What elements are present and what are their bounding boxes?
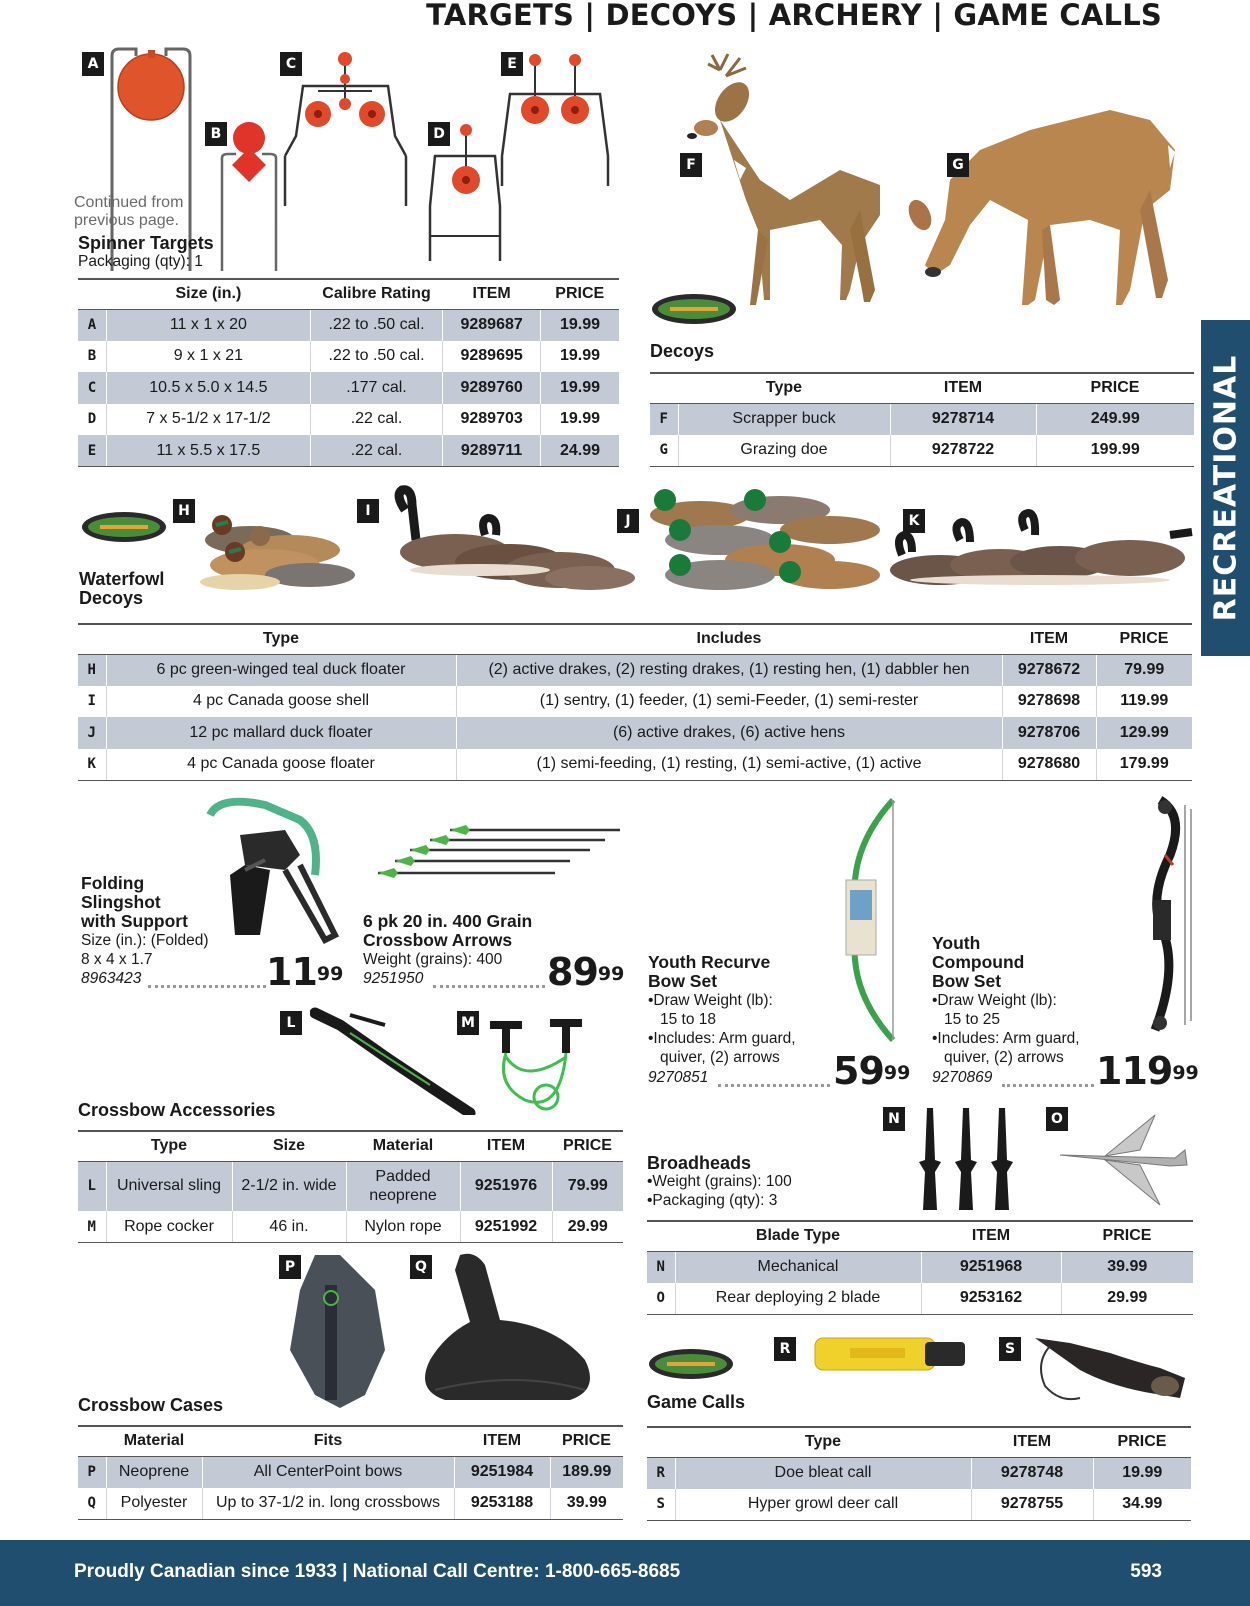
grazing-doe-image: [904, 110, 1175, 305]
arrows-title-line1: 6 pk 20 in. 400 Grain: [363, 911, 533, 931]
col-header-item: ITEM: [443, 279, 541, 309]
slingshot-title-line3: with Support: [81, 911, 188, 931]
compound-sku: 9270869: [932, 1069, 993, 1086]
slingshot-title-line2: Slingshot: [81, 892, 161, 912]
flambeau-logo-game-calls: [647, 1347, 735, 1381]
rope-cocker-image: [490, 1023, 582, 1109]
compound-includes-line2: quiver, (2) arrows: [944, 1049, 1064, 1066]
col-header-price: PRICE: [552, 1131, 623, 1161]
decoys-table: [650, 372, 1194, 467]
broadheads-table: [647, 1220, 1193, 1315]
table-row: A 11 x 1 x 20 .22 to .50 cal. 9289687 19.99: [78, 309, 619, 341]
image-label-c: C: [280, 52, 302, 76]
crossbow-accessories-table: [78, 1130, 623, 1243]
compound-title-line1: Youth: [932, 933, 981, 953]
compound-includes-line1: •Includes: Arm guard,: [932, 1030, 1080, 1047]
slingshot-sku: 8963423: [81, 970, 142, 987]
canada-goose-floater-decoys-image: [890, 513, 1192, 585]
col-header-price: PRICE: [550, 1426, 623, 1456]
table-row: G Grazing doe 9278722 199.99: [650, 435, 1194, 467]
continued-note-line1: Continued from: [74, 194, 184, 211]
broadheads-title: Broadheads: [647, 1153, 752, 1173]
table-row: Q Polyester Up to 37-1/2 in. long crossbows 9253188 39.99: [78, 1488, 623, 1520]
table-row: E 11 x 5.5 x 17.5 .22 cal. 9289711 24.99: [78, 435, 619, 467]
table-row: D 7 x 5-1/2 x 17-1/2 .22 cal. 9289703 19.99: [78, 404, 619, 436]
compound-price: $119^{99}$: [1096, 1049, 1199, 1093]
page-header-title: TARGETS | DECOYS | ARCHERY | GAME CALLS: [426, 0, 1162, 32]
table-row: C 10.5 x 5.0 x 14.5 .177 cal. 9289760 19.99: [78, 372, 619, 404]
image-label-r: R: [774, 1337, 796, 1361]
image-label-g: G: [947, 153, 969, 177]
canada-goose-shell-decoys-image: [399, 490, 635, 590]
deer-decoys-image: [650, 50, 1190, 330]
neoprene-case-image: [290, 1255, 385, 1408]
waterfowl-decoys-image: [180, 480, 1200, 605]
table-row: O Rear deploying 2 blade 9253162 29.99: [647, 1283, 1193, 1315]
crossbow-cases-image: [285, 1250, 605, 1410]
col-header-item: ITEM: [460, 1131, 552, 1161]
table-row: K 4 pc Canada goose floater (1) semi-feeding, (1) resting, (1) semi-active, (1) active 9278680 179.99: [78, 749, 1192, 781]
crossbow-arrows-image: [370, 825, 625, 885]
image-label-p: P: [279, 1255, 301, 1279]
waterfowl-title-line2: Decoys: [79, 588, 144, 608]
compound-title-line2: Compound: [932, 952, 1025, 972]
col-header-calibre: Calibre Rating: [310, 279, 442, 309]
image-label-m: M: [457, 1011, 479, 1035]
col-header-type: Type: [675, 1427, 971, 1457]
waterfowl-title-line1: Waterfowl: [79, 569, 165, 589]
image-label-l: L: [280, 1011, 302, 1035]
col-header-type: Type: [678, 373, 890, 403]
hyper-growl-deer-call-image: [1035, 1338, 1185, 1399]
arrows-price: $89^{99}$: [547, 950, 625, 994]
continued-note-line2: previous page.: [74, 212, 179, 229]
image-label-n: N: [883, 1107, 905, 1131]
compound-draw-weight-label: •Draw Weight (lb):: [932, 992, 1057, 1009]
col-header-material: Material: [346, 1131, 460, 1161]
col-header-item: ITEM: [1002, 624, 1096, 654]
table-row: M Rope cocker 46 in. Nylon rope 9251992 29.99: [78, 1211, 623, 1243]
recurve-price: $59^{99}$: [833, 1049, 911, 1093]
arrows-sku: 9251950: [363, 970, 424, 987]
game-calls-table: [647, 1426, 1191, 1521]
game-calls-title: Game Calls: [647, 1392, 746, 1412]
image-label-d: D: [428, 122, 450, 146]
page-footer: [0, 1540, 1250, 1606]
image-label-q: Q: [410, 1255, 432, 1279]
col-header-includes: Includes: [456, 624, 1002, 654]
flambeau-logo-decoys: [650, 292, 738, 326]
youth-compound-bow-image: [1125, 795, 1200, 1035]
slingshot-size-label: Size (in.): (Folded): [81, 932, 209, 949]
col-header-type: Type: [106, 1131, 232, 1161]
table-row: R Doe bleat call 9278748 19.99: [647, 1457, 1191, 1489]
crossbow-cases-table: [78, 1425, 623, 1520]
slingshot-image: [205, 790, 345, 950]
compound-title-line3: Bow Set: [932, 971, 1002, 991]
universal-sling-image: [315, 1013, 470, 1113]
crossbow-cases-title: Crossbow Cases: [78, 1395, 224, 1415]
table-row: I 4 pc Canada goose shell (1) sentry, (1) feeder, (1) semi-Feeder, (1) semi-rester 9278698 119.99: [78, 686, 1192, 718]
image-label-s: S: [999, 1337, 1021, 1361]
spinner-targets-title: Spinner Targets: [78, 233, 214, 253]
image-label-o: O: [1046, 1107, 1068, 1131]
arrows-price-leader: [433, 985, 545, 988]
recurve-sku: 9270851: [648, 1069, 709, 1086]
flambeau-logo-waterfowl: [80, 510, 168, 544]
arrows-title-line2: Crossbow Arrows: [363, 930, 513, 950]
col-header-price: PRICE: [1061, 1221, 1193, 1251]
broadheads-weight: •Weight (grains): 100: [647, 1173, 792, 1190]
table-row: S Hyper growl deer call 9278755 34.99: [647, 1489, 1191, 1521]
recurve-title-line2: Bow Set: [648, 971, 718, 991]
section-tab-label: RECREATIONAL: [1208, 354, 1243, 622]
recurve-draw-weight-value: 15 to 18: [660, 1011, 717, 1028]
col-header-type: Type: [106, 624, 456, 654]
image-label-k: K: [903, 509, 925, 533]
col-header-blade-type: Blade Type: [675, 1221, 921, 1251]
image-label-a: A: [82, 52, 104, 76]
col-header-item: ITEM: [921, 1221, 1061, 1251]
waterfowl-decoys-table: [78, 623, 1192, 781]
youth-recurve-bow-image: [838, 795, 908, 1045]
section-tab-recreational: [1201, 320, 1250, 656]
col-header-price: PRICE: [1036, 373, 1194, 403]
target-c-image: [285, 52, 406, 206]
crossbow-accessories-title: Crossbow Accessories: [78, 1100, 276, 1120]
mechanical-broadheads-image: [919, 1108, 1013, 1210]
broadheads-packaging: •Packaging (qty): 3: [647, 1192, 778, 1209]
scrapper-buck-image: [687, 54, 880, 305]
recurve-title-line1: Youth Recurve: [648, 952, 771, 972]
slingshot-price: $11^{99}$: [266, 950, 344, 994]
table-row: N Mechanical 9251968 39.99: [647, 1251, 1193, 1283]
spinner-targets-table: [78, 278, 619, 467]
spinner-packaging: Packaging (qty): 1: [78, 253, 203, 270]
col-header-size: Size (in.): [107, 279, 311, 309]
recurve-price-leader: [718, 1084, 830, 1087]
arrows-weight: Weight (grains): 400: [363, 951, 503, 968]
image-label-e: E: [501, 52, 523, 76]
mallard-duck-decoys-image: [650, 489, 880, 590]
slingshot-price-leader: [148, 985, 266, 988]
polyester-case-image: [425, 1254, 590, 1400]
image-label-f: F: [680, 153, 702, 177]
table-row: J 12 pc mallard duck floater (6) active drakes, (6) active hens 9278706 129.99: [78, 717, 1192, 749]
col-header-fits: Fits: [202, 1426, 454, 1456]
col-header-price: PRICE: [1093, 1427, 1191, 1457]
teal-duck-decoys-image: [200, 515, 355, 590]
footer-text: Proudly Canadian since 1933 | National Call Centre: 1-800-665-8685: [74, 1561, 681, 1582]
col-header-item: ITEM: [971, 1427, 1093, 1457]
table-row: F Scrapper buck 9278714 249.99: [650, 403, 1194, 435]
rear-deploying-broadhead-image: [1060, 1115, 1187, 1205]
decoys-title: Decoys: [650, 341, 715, 361]
image-label-b: B: [205, 122, 227, 146]
image-label-j: J: [617, 509, 639, 533]
doe-bleat-call-image: [815, 1338, 965, 1370]
slingshot-size-value: 8 x 4 x 1.7: [81, 951, 153, 968]
recurve-includes-line1: •Includes: Arm guard,: [648, 1030, 796, 1047]
image-label-h: H: [173, 499, 195, 523]
crossbow-accessories-image: [310, 1005, 590, 1115]
col-header-material: Material: [106, 1426, 202, 1456]
target-b-image: [222, 122, 276, 271]
slingshot-title-line1: Folding: [81, 873, 145, 893]
table-row: P Neoprene All CenterPoint bows 9251984 189.99: [78, 1456, 623, 1488]
table-row: B 9 x 1 x 21 .22 to .50 cal. 9289695 19.99: [78, 341, 619, 373]
image-label-i: I: [357, 499, 379, 523]
col-header-item: ITEM: [454, 1426, 550, 1456]
recurve-draw-weight-label: •Draw Weight (lb):: [648, 992, 773, 1009]
col-header-size: Size: [232, 1131, 346, 1161]
col-header-price: PRICE: [1096, 624, 1192, 654]
col-header-price: PRICE: [541, 279, 619, 309]
table-row: L Universal sling 2-1/2 in. wide Padded neoprene 9251976 79.99: [78, 1161, 623, 1211]
col-header-item: ITEM: [890, 373, 1036, 403]
recurve-includes-line2: quiver, (2) arrows: [660, 1049, 780, 1066]
page-number: 593: [1130, 1561, 1162, 1582]
compound-price-leader: [1002, 1084, 1094, 1087]
compound-draw-weight-value: 15 to 25: [944, 1011, 1001, 1028]
table-row: H 6 pc green-winged teal duck floater (2) active drakes, (2) resting drakes, (1) resting hen, (1) dabbler hen 9278672 79.99: [78, 654, 1192, 686]
